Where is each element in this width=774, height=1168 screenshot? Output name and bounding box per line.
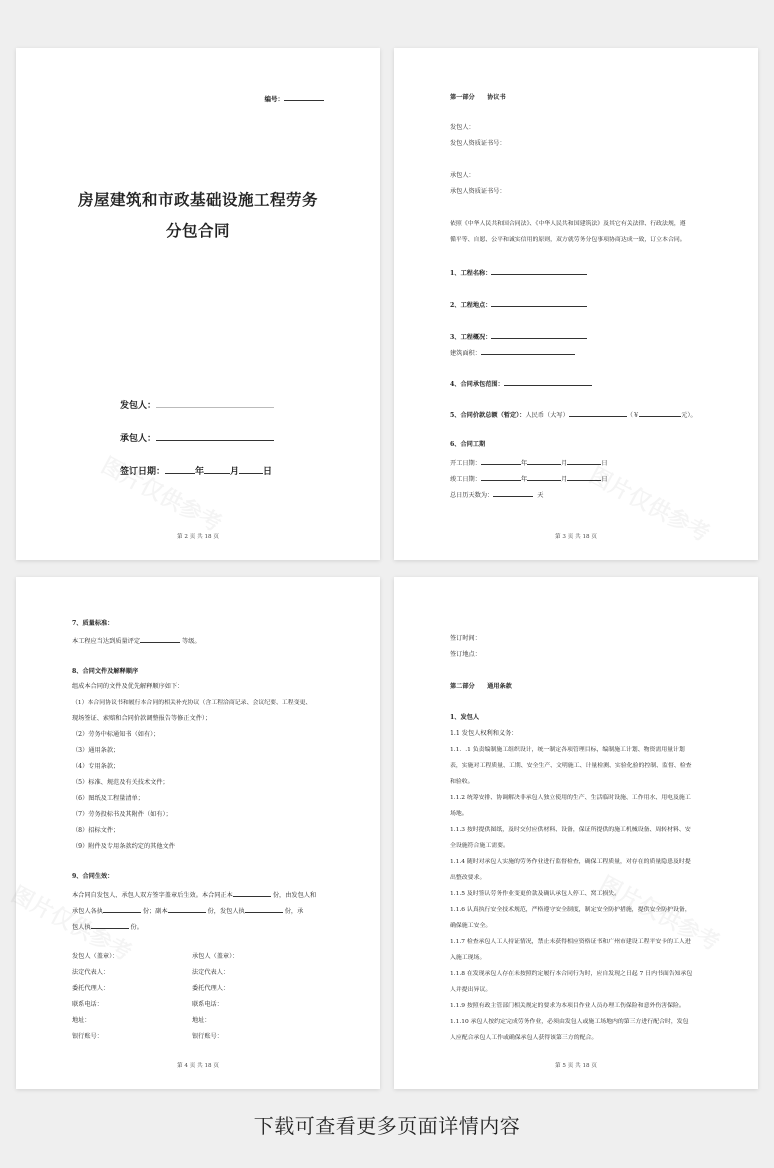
- sign-right-5: 地址：: [192, 1017, 211, 1024]
- blank-line: [481, 347, 575, 355]
- blank-line: [481, 457, 521, 465]
- blank-line: [284, 93, 324, 101]
- rmb-upper-label: 人民币（大写）: [525, 412, 569, 419]
- sign-left-4: 联系电话：: [72, 1001, 103, 1008]
- year-label: 年: [520, 476, 528, 483]
- effect-text: 承包人各执: [72, 908, 103, 915]
- day-label: 日: [601, 460, 608, 467]
- yen-label: （￥: [626, 412, 640, 419]
- blank-line: [168, 905, 206, 913]
- blank-line: [504, 378, 592, 386]
- doc-item-9: （9）附件及专用条款约定的其他文件: [72, 843, 175, 850]
- clause-line: 1.1.10 承包人按约定完成劳务作业，必须由发包人或施工场地内的第三方进行配合时，发包: [450, 1019, 689, 1025]
- blank-line: [156, 431, 274, 441]
- employer-label: 发包人：: [120, 401, 157, 411]
- contractor-row: [120, 431, 274, 444]
- clause-line: 1.1.2 统筹安排、协调解决非承包人独立使用的生产、生活临时设施、工作用水、用电及施工: [450, 795, 691, 801]
- effect-text: 包人执: [72, 924, 91, 931]
- blank-line: [491, 267, 587, 275]
- sign-right-3: 委托代理人：: [192, 985, 230, 992]
- intro-line-1: 依照《中华人民共和国合同法》、《中华人民共和国建筑法》及其它有关法律、行政法规，遵: [450, 221, 686, 227]
- blank-line: [527, 473, 561, 481]
- doc-item-7: （7）劳务投标书及其附件（如有）；: [72, 811, 172, 818]
- blank-line: [569, 409, 627, 417]
- effect-text: 本合同自发包人、承包人双方签字盖章后生效。本合同正本: [72, 892, 233, 899]
- employer-row: [120, 398, 274, 411]
- sign-left-6: 银行账号：: [72, 1033, 103, 1040]
- effect-text: 份，发包人执: [207, 908, 245, 915]
- effect-text: 份，由发包人和: [272, 892, 317, 899]
- sign-left-5: 地址：: [72, 1017, 91, 1024]
- effect-text: 份。: [130, 924, 143, 931]
- effect-line-2: [72, 905, 303, 916]
- document-page-3: [394, 48, 758, 560]
- sign-left-1: 发包人（盖章）：: [72, 953, 119, 960]
- item-1-row: [450, 267, 587, 278]
- blank-line: [567, 457, 601, 465]
- total-days-label: 总日历天数为：: [450, 492, 494, 499]
- blank-line: [233, 889, 271, 897]
- blank-line: [204, 464, 230, 474]
- blank-line: [156, 398, 274, 408]
- item-3-row: [450, 331, 587, 342]
- page-footer: 第 3 页 共 18 页: [555, 534, 597, 540]
- sign-right-4: 联系电话：: [192, 1001, 223, 1008]
- effect-line-3: [72, 921, 143, 932]
- sign-right-1: 承包人（盖章）：: [192, 953, 239, 960]
- clause-line: 表，实施对工程质量、工期、安全生产、文明施工、计量检测、实验化验的控制、监督、检查: [450, 763, 692, 769]
- contract-number-line: [265, 93, 325, 103]
- clause-line: 人应配合承包人工作或确保承包人获得该第三方的配合。: [450, 1035, 598, 1041]
- start-date-row: [450, 457, 608, 468]
- clause-line: 1.1.4 随时对承包人实施的劳务作业进行监督检查，确保工程质量，对存在的质量隐患及时提: [450, 859, 691, 865]
- item-6-label: 6、合同工期: [450, 441, 486, 448]
- section-1-label: 1、发包人: [450, 714, 480, 721]
- sign-right-6: 银行账号：: [192, 1033, 223, 1040]
- clause-line: 1.1.6 认真执行安全技术规范，严格遵守安全制度，制定安全防护措施，提供安全防护设备，: [450, 907, 691, 913]
- employer-cert-label: 发包人资质证书号：: [450, 140, 506, 147]
- contract-number-label: 编号：: [264, 95, 284, 103]
- doc-item-1-line-2: 现场签证、索赔和合同价款调整报告等修正文件）；: [72, 715, 212, 722]
- blank-line: [481, 473, 521, 481]
- blank-line: [165, 464, 195, 474]
- end-date-label: 竣工日期：: [450, 476, 481, 483]
- item-5-row: [450, 409, 697, 420]
- blank-line: [245, 905, 283, 913]
- item-9-label: 9、合同生效：: [72, 873, 114, 880]
- blank-line: [493, 489, 533, 497]
- cover-title-line-1: 房屋建筑和市政基础设施工程劳务: [77, 190, 318, 209]
- section-heading: 第一部分 协议书: [450, 94, 506, 101]
- employer-label: 发包人：: [450, 124, 475, 131]
- sign-time-label: 签订时间：: [450, 635, 481, 642]
- docs-intro: 组成本合同的文件及优先解释顺序如下：: [72, 683, 184, 690]
- clause-line: 1.1.5 及时签认劳务作业变更价款及确认承包人停工、窝工损失。: [450, 891, 621, 897]
- quality-text-end: 等级。: [182, 638, 201, 645]
- blank-line: [527, 457, 561, 465]
- item-3-label: 3、工程概况：: [450, 334, 492, 341]
- blank-line: [140, 635, 180, 643]
- clause-line: 和验收。: [450, 779, 474, 785]
- quality-row: [72, 635, 201, 646]
- blank-line: [491, 331, 587, 339]
- clause-line: 1.1.8 在发现承包人存在未按照约定履行本合同行为时，应自发现之日起 7 日内书面告知承包: [450, 971, 693, 977]
- doc-item-1-line-1: （1）本合同协议书和履行本合同的相关补充协议（含工程洽商记录、会议纪要、工程变更、: [72, 700, 312, 706]
- month-label: 月: [230, 467, 240, 477]
- clause-line: 人并提出异议。: [450, 987, 492, 993]
- document-page-4: [16, 577, 380, 1089]
- clause-line: 入施工现场。: [450, 955, 486, 961]
- sign-left-3: 委托代理人：: [72, 985, 110, 992]
- effect-text: 份；副本: [142, 908, 168, 915]
- blank-line: [103, 905, 141, 913]
- start-date-label: 开工日期：: [450, 460, 481, 467]
- doc-item-2: （2）劳务中标通知书（如有）；: [72, 731, 160, 738]
- document-page-2: [16, 48, 380, 560]
- doc-item-4: （4）专用条款；: [72, 763, 120, 770]
- preview-caption: 下载可查看更多页面详情内容: [253, 1114, 521, 1138]
- intro-line-2: 循平等、自愿、公平和诚实信用的原则，双方就劳务分包事项协商达成一致，订立本合同。: [450, 237, 686, 243]
- section-heading: 第二部分 通用条款: [450, 683, 512, 690]
- sign-right-2: 法定代表人：: [192, 969, 230, 976]
- clause-line: 1.1．.1 负责编制施工组织设计，统一制定各项管理目标，编制施工计划、物资需用量计划: [450, 747, 685, 753]
- blank-line: [491, 299, 587, 307]
- clause-line: 全设施符合施工需要。: [450, 843, 509, 849]
- end-date-row: [450, 473, 608, 484]
- item-4-label: 4、合同承包范围：: [450, 381, 504, 388]
- day-label: 日: [601, 476, 608, 483]
- page-footer: 第 2 页 共 18 页: [177, 534, 219, 540]
- item-2-label: 2、工程地点：: [450, 302, 492, 309]
- doc-item-6: （6）图纸及工程量清单；: [72, 795, 144, 802]
- cover-title-line-2: 分包合同: [165, 221, 230, 240]
- document-page-5: [394, 577, 758, 1089]
- year-label: 年: [195, 467, 205, 477]
- clause-line: 1.1.3 按时提供图纸，及时交付应供材料、设备，保证所提供的施工机械设备、周转材料、安: [450, 827, 691, 833]
- item-5-label: 5、合同价款总额（暂定）：: [450, 412, 526, 419]
- building-area-row: [450, 347, 575, 358]
- page-footer: 第 4 页 共 18 页: [177, 1063, 219, 1069]
- blank-line: [567, 473, 601, 481]
- blank-line: [91, 921, 129, 929]
- sign-place-label: 签订地点：: [450, 651, 481, 658]
- effect-text: 份，承: [284, 908, 304, 915]
- quality-text: 本工程应当达到质量评定: [72, 638, 141, 645]
- yuan-label: 元）。: [681, 412, 697, 419]
- doc-item-8: （8）招标文件；: [72, 827, 120, 834]
- contractor-cert-label: 承包人资质证书号：: [450, 188, 506, 195]
- days-unit-label: 天: [537, 492, 544, 499]
- sign-date-label: 签订日期：: [120, 467, 166, 477]
- clause-line: 出整改要求。: [450, 875, 486, 881]
- item-7-label: 7、质量标准：: [72, 620, 114, 627]
- day-label: 日: [263, 467, 273, 477]
- building-area-label: 建筑面积：: [450, 350, 481, 357]
- month-label: 月: [561, 476, 568, 483]
- doc-item-5: （5）标准、规范及有关技术文件；: [72, 779, 169, 786]
- doc-item-3: （3）通用条款；: [72, 747, 120, 754]
- item-1-label: 1、工程名称：: [450, 270, 492, 277]
- sign-date-row: [120, 464, 272, 477]
- section-1-1-label: 1.1 发包人权利和义务：: [450, 730, 518, 737]
- item-2-row: [450, 299, 587, 310]
- watermark: [96, 449, 227, 538]
- effect-line-1: [72, 889, 316, 900]
- item-8-label: 8、合同文件及解释顺序: [72, 668, 139, 675]
- contractor-label: 承包人：: [450, 172, 475, 179]
- month-label: 月: [561, 460, 568, 467]
- contractor-label: 承包人：: [120, 434, 157, 444]
- blank-line: [639, 409, 681, 417]
- blank-line: [239, 464, 263, 474]
- clause-line: 确保施工安全。: [450, 923, 492, 929]
- sign-left-2: 法定代表人：: [72, 969, 110, 976]
- item-4-row: [450, 378, 592, 389]
- year-label: 年: [520, 460, 528, 467]
- clause-line: 场地。: [450, 811, 468, 817]
- page-footer: 第 5 页 共 18 页: [555, 1063, 597, 1069]
- clause-line: 1.1.7 检查承包人工人持证情况，禁止未获得相应资格证书和广州市建设工程平安卡的工人进: [450, 939, 691, 945]
- total-days-row: [450, 489, 543, 500]
- clause-line: 1.1.9 按照有政主管部门相关规定的要求为本项目作业人员办理工伤保险和意外伤害保险。: [450, 1003, 685, 1009]
